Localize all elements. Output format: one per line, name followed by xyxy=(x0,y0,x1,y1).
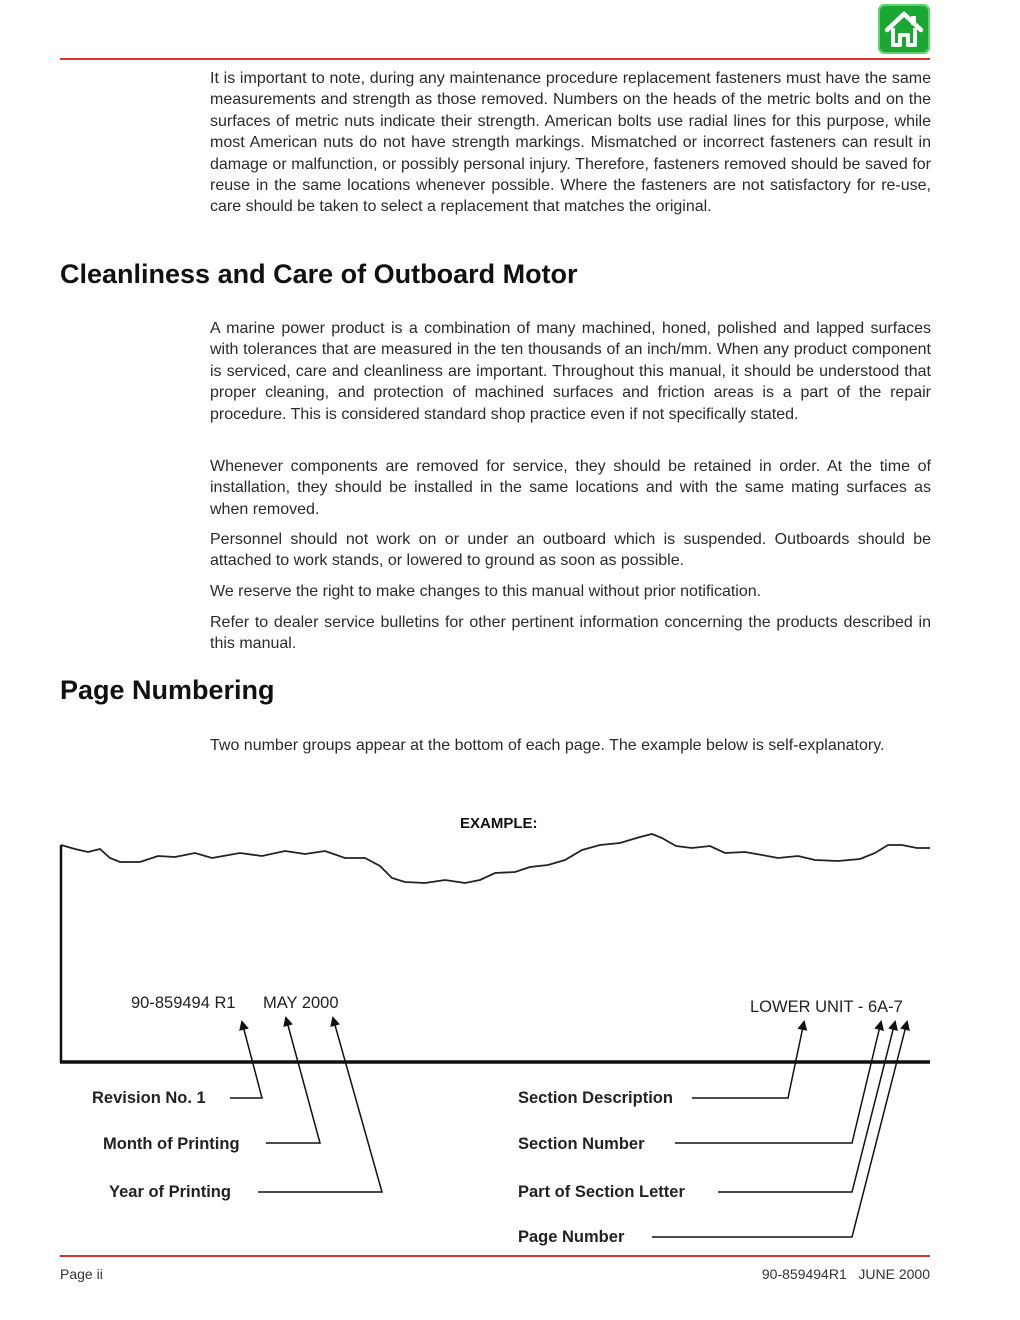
torn-edge xyxy=(61,834,930,883)
example-right-code: LOWER UNIT - 6A-7 xyxy=(750,998,903,1016)
cleanliness-paragraph-3: Personnel should not work on or under an outboard which is suspended. Outboards should be attached to work stands, or lowered to ground as soon as possible. xyxy=(210,531,931,570)
leader-month xyxy=(266,1018,320,1143)
leader-revision xyxy=(230,1022,262,1098)
callout-year: Year of Printing xyxy=(109,1183,231,1201)
callout-section-number: Section Number xyxy=(518,1135,645,1153)
leader-section-description xyxy=(692,1022,804,1098)
example-label: EXAMPLE: xyxy=(460,815,538,832)
callout-page-number: Page Number xyxy=(518,1228,625,1246)
example-left-code: 90-859494 R1 xyxy=(131,994,236,1012)
footer-page-number: Page ii xyxy=(60,1266,103,1282)
footer-document-code: 90-859494R1 JUNE 2000 xyxy=(761,1266,930,1282)
leader-page-number xyxy=(652,1022,907,1237)
cleanliness-paragraph-4: We reserve the right to make changes to this manual without prior notification. xyxy=(210,583,762,600)
callout-part-letter: Part of Section Letter xyxy=(518,1183,685,1201)
callout-section-description: Section Description xyxy=(518,1089,673,1107)
footer-rule xyxy=(60,1255,930,1257)
cleanliness-paragraph-5: Refer to dealer service bulletins for other pertinent information concerning the products described in this manual. xyxy=(210,614,931,653)
cleanliness-paragraph-1: A marine power product is a combination of many machined, honed, polished and lapped surfaces with tolerances that are measured in the ten thousands of an inch/mm. When any product component is serviced, care and cleanliness are important. Throughout this manual, it should be understood that proper cleaning, and protection of machined surfaces and friction areas is a part of the repair procedure. This is considered standard shop practice even if not specifically stated. xyxy=(210,320,931,423)
leader-part-letter xyxy=(718,1022,895,1192)
cleanliness-paragraph-2: Whenever components are removed for service, they should be retained in order. At the time of installation, they should be installed in the same locations and with the same mating surfaces as when removed. xyxy=(210,458,931,518)
cleanliness-heading: Cleanliness and Care of Outboard Motor xyxy=(60,259,578,289)
intro-paragraph: It is important to note, during any maintenance procedure replacement fasteners must have the same measurements and strength as those removed. Numbers on the heads of the metric bolts and on the surfaces of metric nuts indicate their strength. American bolts use radial lines for this purpose, while most American nuts do not have strength markings. Mismatched or incorrect fasteners can result in damage or malfunction, or possibly personal injury. Therefore, fasteners removed should be saved for reuse in the same locations whenever possible. Where the fasteners are not satisfactory for re-use, care should be taken to select a replacement that matches the original. xyxy=(210,70,931,216)
leader-section-number xyxy=(675,1022,881,1143)
page-numbering-heading: Page Numbering xyxy=(60,675,275,705)
page-numbering-paragraph: Two number groups appear at the bottom of each page. The example below is self-explanatory. xyxy=(210,737,885,754)
callout-revision: Revision No. 1 xyxy=(92,1089,206,1107)
callout-month: Month of Printing xyxy=(103,1135,240,1153)
example-left-date: MAY 2000 xyxy=(263,994,339,1012)
leader-year xyxy=(258,1018,382,1192)
